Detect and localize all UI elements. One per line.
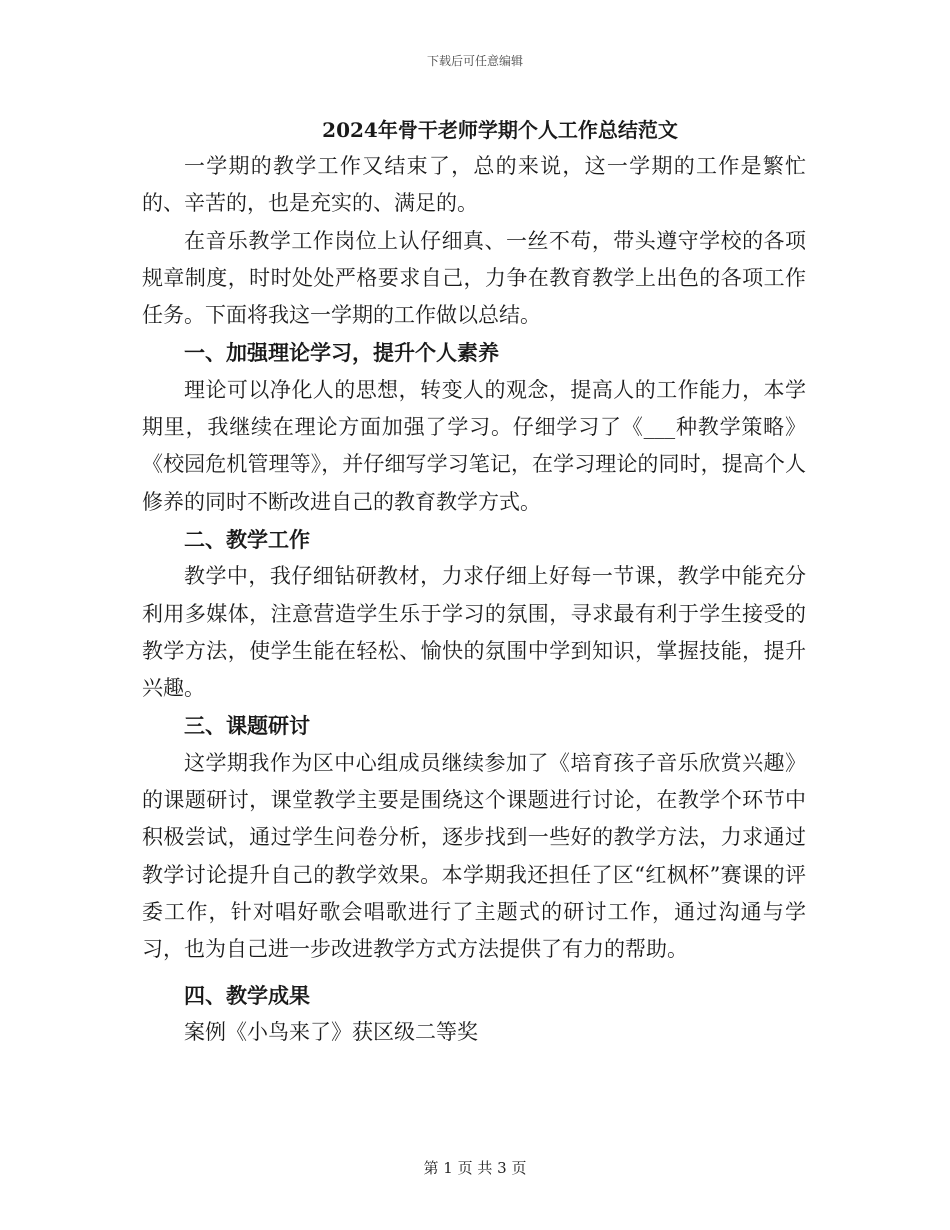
section-paragraph-3: 这学期我作为区中心组成员继续参加了《培育孩子音乐欣赏兴趣》的课题研讨，课堂教学主要是围绕这个课题进行讨论，在教学个环节中积极尝试，通过学生问卷分析，逐步找到一些好的教学方法，力求通过教学讨论提升自己的教学效果。本学期我还担任了区“红枫杯”赛课的评委工作，针对唱好歌会唱歌进行了主题式的研讨工作，通过沟通与学习，也为自己进一步改进教学方式方法提供了有力的帮助。 — [142, 750, 806, 962]
section-heading-4: 四、教学成果 — [184, 982, 310, 1008]
document-body — [142, 148, 806, 1051]
spacer — [142, 969, 806, 977]
section-heading-1: 一、加强理论学习，提升个人素养 — [184, 340, 499, 366]
section-paragraph-4: 案例《小鸟来了》获区级二等奖 — [184, 1019, 478, 1044]
header-note: 下载后可任意编辑 — [426, 54, 523, 68]
section-paragraph-1: 理论可以净化人的思想，转变人的观念，提高人的工作能力，本学期里，我继续在理论方面加强了学习。仔细学习了《___种教学策略》《校园危机管理等》，并仔细写学习笔记，在学习理论的同时，提高个人修养的同时不断改进自己的教育教学方式。 — [142, 377, 806, 514]
document-title: 2024年骨干老师学期个人工作总结范文 — [322, 118, 678, 142]
page-number: 第 1 页 共 3 页 — [423, 1159, 527, 1177]
section-heading-3: 三、课题研讨 — [184, 713, 310, 739]
section-heading-2: 二、教学工作 — [184, 526, 310, 552]
intro-paragraph-2: 在音乐教学工作岗位上认仔细真、一丝不苟，带头遵守学校的各项规章制度，时时处处严格要求自己，力争在教育教学上出色的各项工作任务。下面将我这一学期的工作做以总结。 — [142, 228, 806, 328]
intro-paragraph-1: 一学期的教学工作又结束了，总的来说，这一学期的工作是繁忙的、辛苦的，也是充实的、满足的。 — [142, 154, 806, 216]
section-paragraph-2: 教学中，我仔细钻研教材，力求仔细上好每一节课，教学中能充分利用多媒体，注意营造学生乐于学习的氛围，寻求最有利于学生接受的教学方法，使学生能在轻松、愉快的氛围中学到知识，掌握技能，提升兴趣。 — [142, 564, 806, 701]
